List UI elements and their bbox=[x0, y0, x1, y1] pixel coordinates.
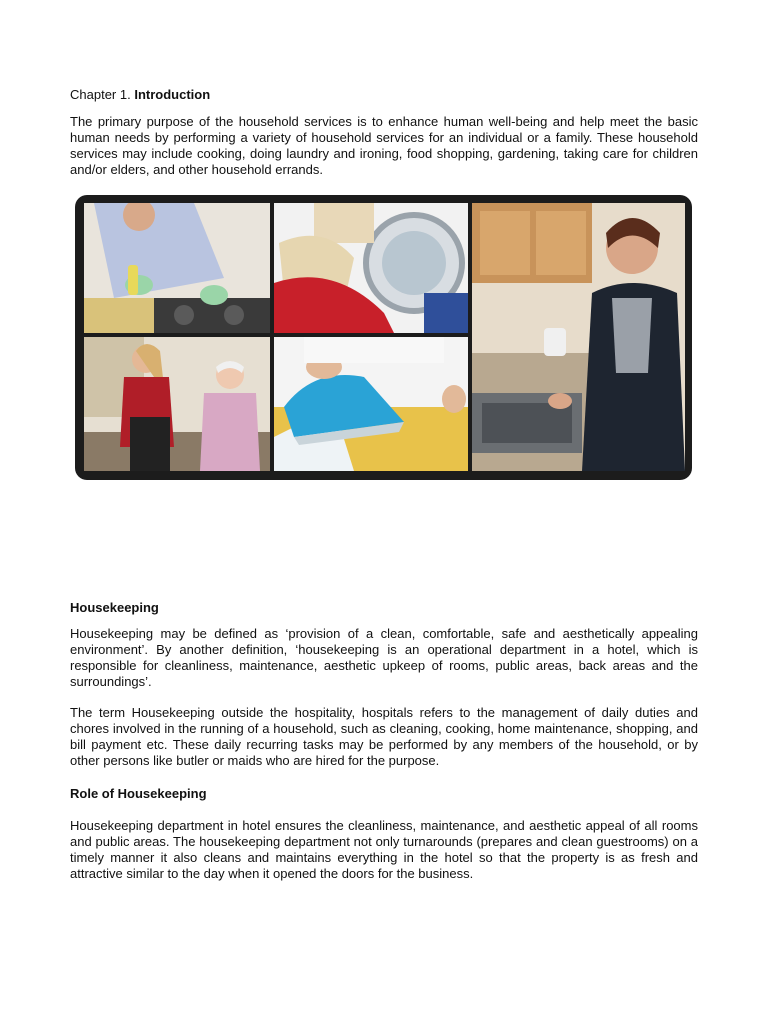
intro-paragraph: The primary purpose of the household services is to enhance human well-being and help meet the basic human needs by performing a variety of household services for an individual or a family. These household services may include cooking, doing laundry and ironing, food shopping, gardening, taking care for children and/or elders, and other household errands. bbox=[70, 114, 698, 177]
role-heading: Role of Housekeeping bbox=[70, 786, 207, 801]
household-services-photo-collage bbox=[75, 195, 692, 480]
housekeeping-heading: Housekeeping bbox=[70, 600, 159, 615]
photo-caregiver-with-elder bbox=[84, 337, 270, 471]
photo-ironing-clothes bbox=[274, 337, 468, 471]
housekeeping-paragraph-1: Housekeeping may be defined as ‘provision of a clean, comfortable, safe and aesthetically appealing environment’. By another definition, ‘housekeeping is an operational department in a hotel, which is responsible for cleanliness, maintenance, aesthetic upkeep of rooms, public areas, back areas and the surroundings’. bbox=[70, 626, 698, 689]
photo-woman-at-kitchen-sink bbox=[472, 203, 685, 471]
photo-cleaning-stove bbox=[84, 203, 270, 333]
chapter-prefix: Chapter 1. bbox=[70, 87, 131, 102]
housekeeping-paragraph-2: The term Housekeeping outside the hospitality, hospitals refers to the management of daily duties and chores involved in the running of a household, such as cleaning, cooking, home maintenance, shopping, and bill payment etc. These daily recurring tasks may be performed by any members of the household, or by other persons like butler or maids who are hired for the purpose. bbox=[70, 705, 698, 768]
chapter-heading bbox=[70, 87, 698, 103]
photo-laundry-washing-machine bbox=[274, 203, 468, 333]
role-paragraph: Housekeeping department in hotel ensures the cleanliness, maintenance, and aesthetic appeal of all rooms and public areas. The housekeeping department not only turnarounds (prepares and clean guestrooms) on a timely manner it also cleans and maintains everything in the hotel so that the property is as fresh and attractive similar to the day when it opened the doors for the business. bbox=[70, 818, 698, 881]
chapter-title: Introduction bbox=[134, 87, 211, 102]
